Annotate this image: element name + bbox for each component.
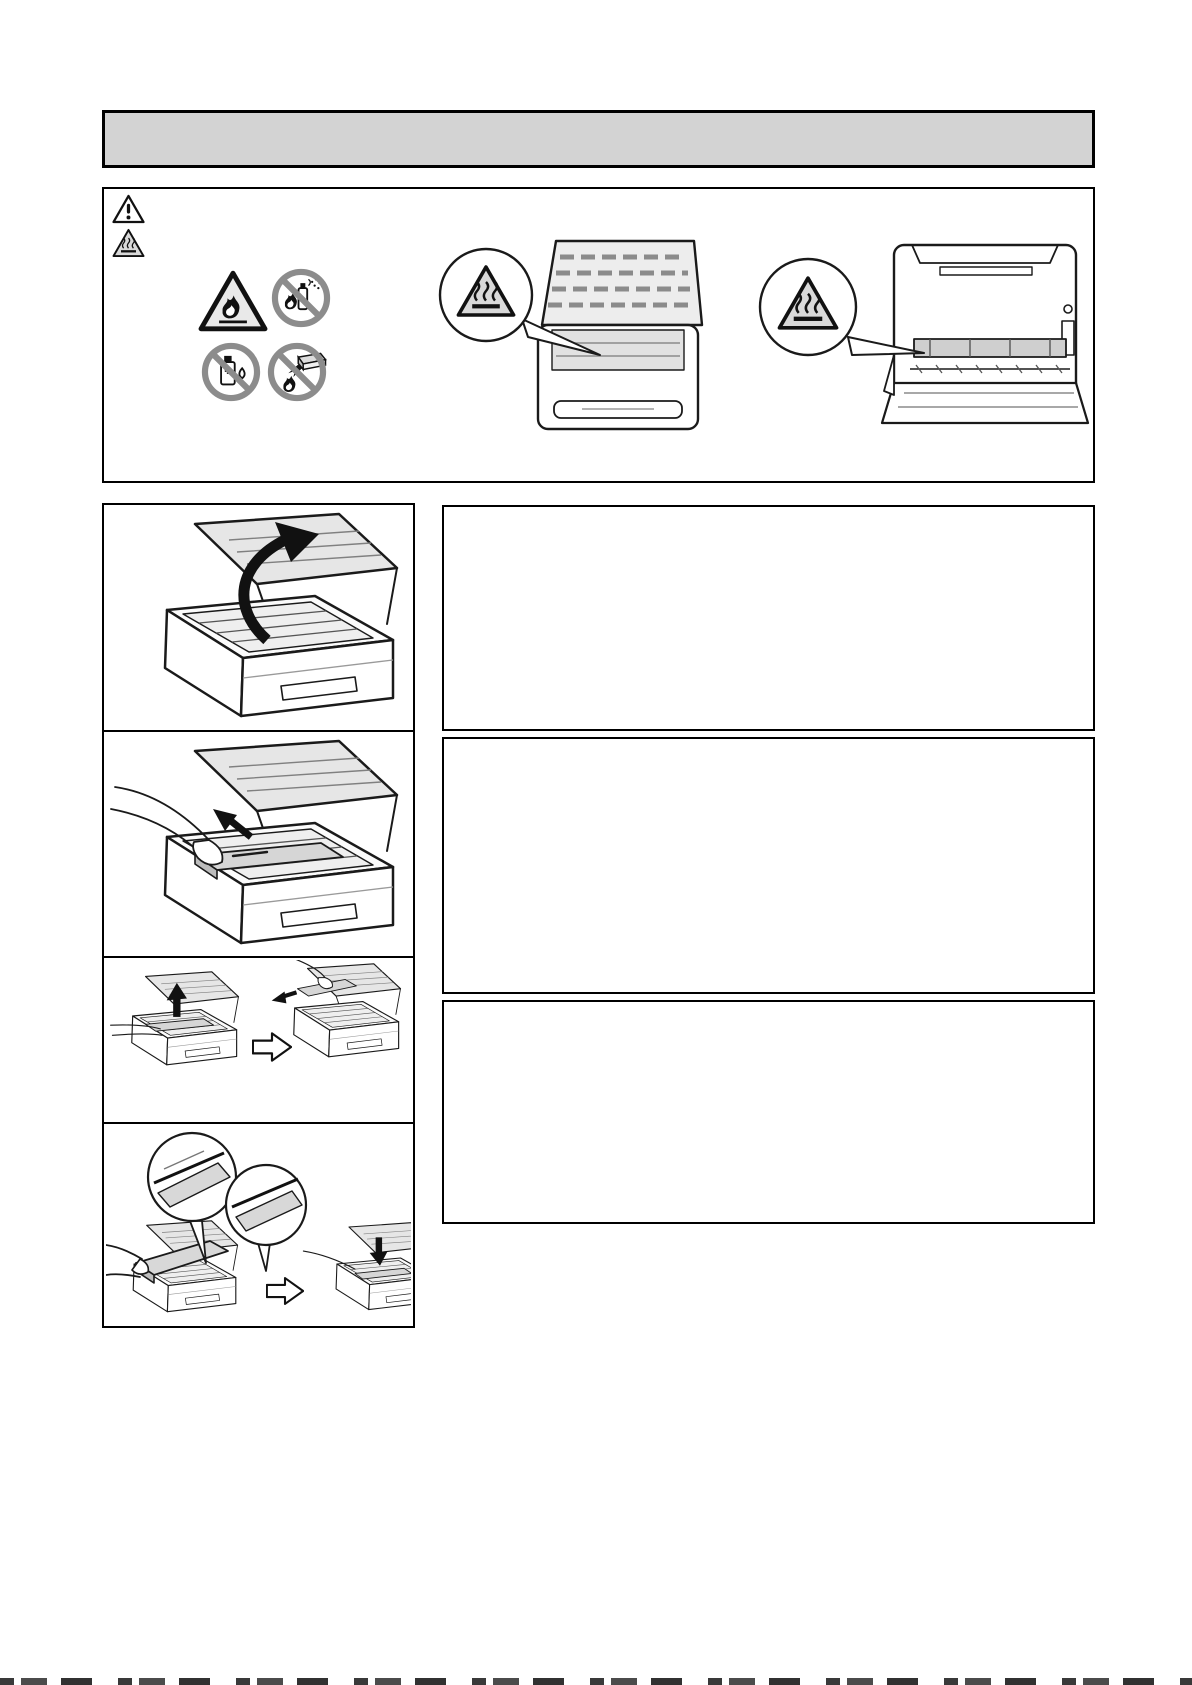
proceed-arrow-icon xyxy=(267,1278,303,1304)
flammable-warning-icon xyxy=(198,269,268,333)
warning-triangle-icon xyxy=(112,194,145,224)
step-1-illustration xyxy=(109,510,409,725)
clipped-text-artifact xyxy=(0,1678,1192,1685)
step-3-illustration xyxy=(106,960,411,1120)
warning-panel xyxy=(102,187,1095,483)
hot-surface-triangle-icon xyxy=(112,228,145,258)
steps-panel xyxy=(102,503,415,1328)
step-2-illustration xyxy=(109,737,409,952)
page-header-bar xyxy=(102,110,1095,168)
printer-back-cover-open-hot-surface-illustration xyxy=(744,235,1092,437)
step-3-lift-and-pull-out xyxy=(104,958,413,1124)
step-4-illustration xyxy=(106,1125,411,1325)
instruction-box-3 xyxy=(442,1000,1095,1224)
instruction-box-2 xyxy=(442,737,1095,994)
printer-top-cover-open-hot-surface-illustration xyxy=(432,233,704,439)
printer-right xyxy=(303,1223,411,1310)
no-burn-cartridge-icon xyxy=(264,341,330,403)
printer-left xyxy=(111,972,239,1065)
printer-right xyxy=(272,960,401,1057)
step-2-remove-assembly xyxy=(104,732,413,958)
magnifier-detail-b xyxy=(226,1165,306,1271)
open-lid xyxy=(542,241,702,325)
instruction-box-1 xyxy=(442,505,1095,731)
no-flammable-liquid-icon xyxy=(200,341,262,403)
step-1-open-top-cover xyxy=(104,505,413,732)
step-4-detail-and-reinsert xyxy=(104,1124,413,1326)
no-aerosol-spray-icon xyxy=(270,267,332,329)
pull-out-arrow-icon xyxy=(272,991,297,1003)
proceed-arrow-icon xyxy=(253,1033,291,1060)
